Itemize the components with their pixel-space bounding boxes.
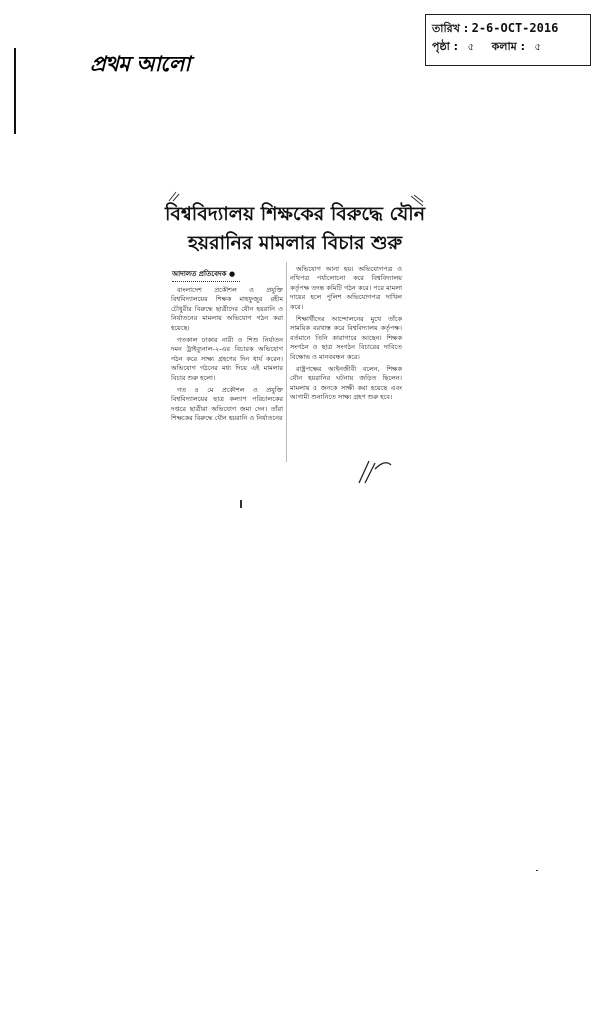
col2-paragraph: রাষ্ট্রপক্ষের আইনজীবী বলেন, শিক্ষক যৌন হয়রানির ঘটনায় জড়িত ছিলেন। মামলায় ৫ জনকে সাক্ষী করা হয়েছে এবং আগামী শুনানিতে সাক্ষ্য গ্রহণ শুরু হবে। [290,365,402,402]
stamp-page-label: পৃষ্ঠা : [432,40,459,53]
stamp-date-row [432,19,584,38]
article-byline: আদালত প্রতিবেদক ● [172,270,236,278]
stamp-date-value: 2-6-OCT-2016 [471,21,559,35]
headline-corner-tick-left [168,190,180,202]
col2-paragraph: অভিযোগ আনা হয়। অভিযোগপত্র ও নথিপত্র পর্যালোচনা করে বিশ্ববিদ্যালয় কর্তৃপক্ষ তদন্ত কমিটি গঠন করে। পরে মামলা দায়ের হলে পুলিশ অভিযোগপত্র দাখিল করে। [290,265,402,311]
headline-corner-tick-right [410,194,424,208]
scan-speck [240,500,242,508]
scan-edge-line [14,48,16,134]
stamp-page-value: ৫ [467,42,475,53]
col1-paragraph: গত ৪ মে প্রকৌশল ও প্রযুক্তি বিশ্ববিদ্যালয়ের ছাত্র কল্যাণ পরিচালকের দপ্তরে ছাত্রীরা অভিযোগ জমা দেন। তাঁরা শিক্ষকের বিরুদ্ধে যৌন হয়রানি ও নির্যাতনের [171,386,283,423]
scan-speck [536,870,538,871]
column-divider [286,262,287,462]
stamp-column-value: ৫ [534,42,541,53]
article-headline [160,200,430,258]
article-column-1 [171,286,283,427]
stamp-column-label: কলাম : [491,40,525,53]
col1-paragraph: গতকাল ঢাকার নারী ও শিশু নির্যাতন দমন ট্রাইব্যুনাল-২-এর বিচারক অভিযোগ গঠন করে সাক্ষ্য গ্রহণের দিন ধার্য করেন। অভিযোগ গঠনের মধ্য দিয়ে এই মামলার বিচার শুরু হলো। [171,336,283,382]
newspaper-masthead: প্রথম আলো [90,51,190,76]
headline-line-1: বিশ্ববিদ্যালয় শিক্ষকের বিরুদ্ধে যৌন [164,203,426,225]
col2-paragraph: শিক্ষার্থীদের আন্দোলনের মুখে তাঁকে সাময়িক বরখাস্ত করে বিশ্ববিদ্যালয় কর্তৃপক্ষ। বর্তমানে তিনি কারাগারে আছেন। শিক্ষক সংগঠন ও ছাত্র সংগঠন বিচারের দাবিতে বিক্ষোভ ও মানববন্ধন করে। [290,315,402,361]
byline-divider [172,281,240,282]
col1-paragraph: বাংলাদেশ প্রকৌশল ও প্রযুক্তি বিশ্ববিদ্যালয়ের শিক্ষক মাহফুজুর রহীম চৌধুরীর বিরুদ্ধে ছাত্রীদের যৌন হয়রানি ও নির্যাতনের মামলায় অভিযোগ গঠন করা হয়েছে। [171,286,283,332]
stamp-date-label: তারিখ : [432,22,469,35]
pen-scribble-mark [355,455,395,485]
archive-date-stamp [425,14,591,66]
stamp-page-row [432,38,584,57]
article-column-2 [290,265,402,406]
headline-line-2: হয়রানির মামলার বিচার শুরু [187,232,403,254]
